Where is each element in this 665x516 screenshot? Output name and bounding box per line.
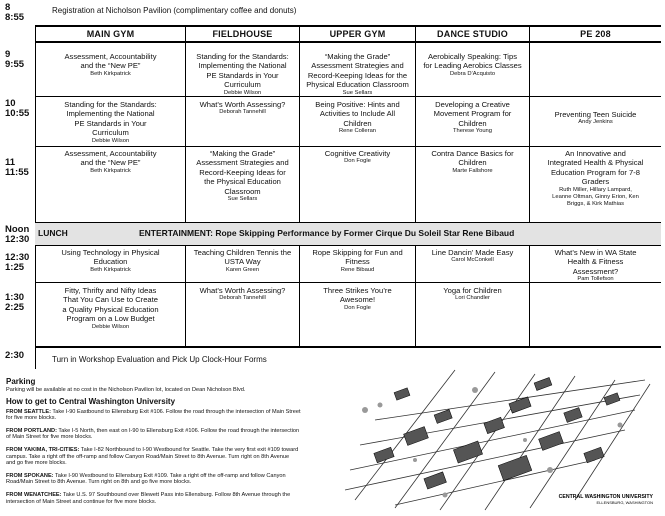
- registration-text: Registration at Nicholson Pavilion (complimentary coffee and donuts): [52, 6, 297, 15]
- speaker: Leanne Oltman, Ginny Erion, Ken: [552, 194, 639, 201]
- campus-map: [335, 350, 661, 512]
- time-label-closing: 2:30: [5, 350, 25, 361]
- row-rule-5: [35, 346, 661, 348]
- speaker: Therese Young: [452, 128, 492, 135]
- entertainment-text: ENTERTAINMENT: Rope Skipping Performance by Former Cirque Du Soleil Star Rene Bibaud: [139, 228, 515, 238]
- directions-seattle: FROM SEATTLE: Take I-90 Eastbound to Ellensburg Exit #106. Follow the road through the intersection of Main Street for five more blocks.: [6, 408, 301, 422]
- map-caption-title: CENTRAL WASHINGTON UNIVERSITY: [558, 494, 653, 500]
- session-slot3-fieldhouse: “Making the Grade” Assessment Strategies and Record-Keeping Ideas for the Physical Education Classroom Sue Sellars: [186, 149, 299, 203]
- session-slot2-upper-gym: Being Positive: Hints and Activities to Include All Children Rene Colleran: [300, 100, 415, 136]
- directions-wenatchee: FROM WENATCHEE: Take U.S. 97 Southbound over Blewett Pass into Ellensburg. Follow 8th Avenue through the intersection of Main Street and continue for five more blocks.: [6, 491, 291, 505]
- lunch-band: [35, 222, 661, 246]
- speaker: Andy Jenkins: [578, 119, 613, 126]
- col-rule-0c: [35, 347, 36, 369]
- session-slot2-pe-208: Preventing Teen Suicide Andy Jenkins: [530, 110, 661, 127]
- session-slot1-dance-studio: Aerobically Speaking: Tips for Leading Aerobics Classes Debra D’Acquisto: [416, 52, 529, 78]
- speaker: Beth Kirkpatrick: [90, 266, 131, 273]
- header-top-rule: [35, 25, 661, 27]
- speaker: Don Fogle: [344, 304, 371, 311]
- session-slot4-main-gym: Using Technology in Physical Education Beth Kirkpatrick: [36, 248, 185, 274]
- header-bottom-rule: [35, 41, 661, 43]
- speaker: Sue Sellars: [227, 196, 258, 203]
- speaker: Deborah Tannehill: [219, 295, 266, 302]
- session-slot1-upper-gym: “Making the Grade” Assessment Strategies and Record-Keeping Ideas for the Physical Education Classroom Sue Sellars: [300, 52, 415, 97]
- session-slot1-fieldhouse: Standing for the Standards: Implementing the National PE Standards in Your Curriculum Debbie Wilson: [186, 52, 299, 97]
- session-slot2-fieldhouse: What’s Worth Assessing? Deborah Tannehill: [186, 100, 299, 117]
- session-slot3-dance-studio: Contra Dance Basics for Children Marte Fallshore: [416, 149, 529, 175]
- speaker: Rene Bibaud: [340, 266, 375, 273]
- session-slot2-main-gym: Standing for the Standards: Implementing the National PE Standards in Your Curriculum Debbie Wilson: [36, 100, 185, 145]
- speaker: Rene Colleran: [338, 128, 377, 135]
- column-header-main-gym: MAIN GYM: [86, 29, 135, 39]
- speaker: Ruth Miller, Hillary Lampard,: [559, 186, 632, 193]
- speaker: Don Fogle: [344, 158, 371, 165]
- speaker: Briggs, & Kirk Mathias: [566, 201, 625, 208]
- parking-heading: Parking: [6, 377, 36, 386]
- speaker: Carol McConkell: [451, 257, 494, 264]
- session-slot4-pe-208: What’s New in WA State Health & Fitness Assessment? Pam Tollefson: [530, 248, 661, 284]
- session-slot3-pe-208: An Innovative and Integrated Health & Physical Education Program for 7-8 Graders Ruth Miller, Hillary Lampard, Leanne Oltman, Ginny Erion, Ken Briggs, & Kirk Mathias: [530, 149, 661, 209]
- directions-spokane: FROM SPOKANE: Take I-90 Westbound to Ellensburg Exit #109. Take a right off the off-ramp and follow Canyon Road/Main Street to 8th Avenue. Turn right on 8th and go five more blocks.: [6, 472, 286, 486]
- session-slot5-fieldhouse: What’s Worth Assessing? Deborah Tannehill: [186, 286, 299, 303]
- parking-text: Parking will be available at no cost in the Nicholson Pavilion lot, located on Dean Nicholson Blvd.: [6, 387, 246, 393]
- speaker: Debbie Wilson: [91, 137, 130, 144]
- directions-heading: How to get to Central Washington University: [6, 396, 176, 406]
- closing-text: Turn in Workshop Evaluation and Pick Up Clock-Hour Forms: [52, 355, 267, 364]
- speaker: Debbie Wilson: [223, 89, 262, 96]
- time-label-slot1: 9 9:55: [5, 49, 25, 70]
- session-slot3-main-gym: Assessment, Accountability and the “New PE” Beth Kirkpatrick: [36, 149, 185, 175]
- time-label-slot2: 10 10:55: [5, 98, 30, 119]
- speaker: Marte Fallshore: [452, 167, 493, 174]
- speaker: Deborah Tannehill: [219, 109, 266, 116]
- session-slot5-dance-studio: Yoga for Children Lori Chandler: [416, 286, 529, 303]
- speaker: Beth Kirkpatrick: [90, 70, 131, 77]
- session-slot4-fieldhouse: Teaching Children Tennis the USTA Way Karen Green: [186, 248, 299, 274]
- directions-yakima: FROM YAKIMA, TRI-CITIES: Take I-82 Northbound to I-90 Westbound for Seattle. Take the very first exit #109 toward campus. Take a right off the off-ramp and follow Canyon Road/Main Street to 8th Avenue. Turn right on 8th Avenue and go five more blocks.: [6, 446, 299, 467]
- lunch-label: LUNCH: [38, 228, 68, 238]
- time-label-slot3: 11 11:55: [5, 157, 29, 178]
- time-label-slot5: 1:30 2:25: [5, 292, 25, 313]
- campus-map-illustration: [335, 350, 661, 512]
- column-header-dance-studio: DANCE STUDIO: [437, 29, 508, 39]
- session-slot4-dance-studio: Line Dancin’ Made Easy Carol McConkell: [416, 248, 529, 265]
- row-rule-2: [35, 146, 661, 147]
- session-slot3-upper-gym: Cognitive Creativity Don Fogle: [300, 149, 415, 166]
- time-label-lunch: Noon 12:30: [5, 224, 30, 245]
- column-header-pe-208: PE 208: [580, 29, 611, 39]
- session-slot1-main-gym: Assessment, Accountability and the “New PE” Beth Kirkpatrick: [36, 52, 185, 78]
- column-header-upper-gym: UPPER GYM: [329, 29, 386, 39]
- speaker: Karen Green: [225, 266, 260, 273]
- speaker: Beth Kirkpatrick: [90, 167, 131, 174]
- directions-portland: FROM PORTLAND: Take I-5 North, then east on I-90 to Ellensburg Exit #106. Follow the road through the intersection of Main Street for five more blocks.: [6, 427, 300, 441]
- map-caption-subtitle: ELLENSBURG, WASHINGTON: [596, 500, 653, 505]
- speaker: Debbie Wilson: [91, 323, 130, 330]
- session-slot5-upper-gym: Three Strikes You’re Awesome! Don Fogle: [300, 286, 415, 312]
- column-header-fieldhouse: FIELDHOUSE: [212, 29, 273, 39]
- session-slot4-upper-gym: Rope Skipping for Fun and Fitness Rene Bibaud: [300, 248, 415, 274]
- time-label-slot4: 12:30 1:25: [5, 252, 30, 273]
- session-slot2-dance-studio: Developing a Creative Movement Program for Children Therese Young: [416, 100, 529, 136]
- speaker: Pam Tollefson: [577, 276, 614, 283]
- speaker: Debra D’Acquisto: [449, 70, 496, 77]
- speaker: Sue Sellars: [342, 89, 373, 96]
- time-label-registration: 8 8:55: [5, 2, 25, 23]
- speaker: Lori Chandler: [455, 295, 490, 302]
- session-slot5-main-gym: Fitty, Thrifty and Nifty Ideas That You Can Use to Create a Quality Physical Education Program on a Low Budget Debbie Wilson: [36, 286, 185, 331]
